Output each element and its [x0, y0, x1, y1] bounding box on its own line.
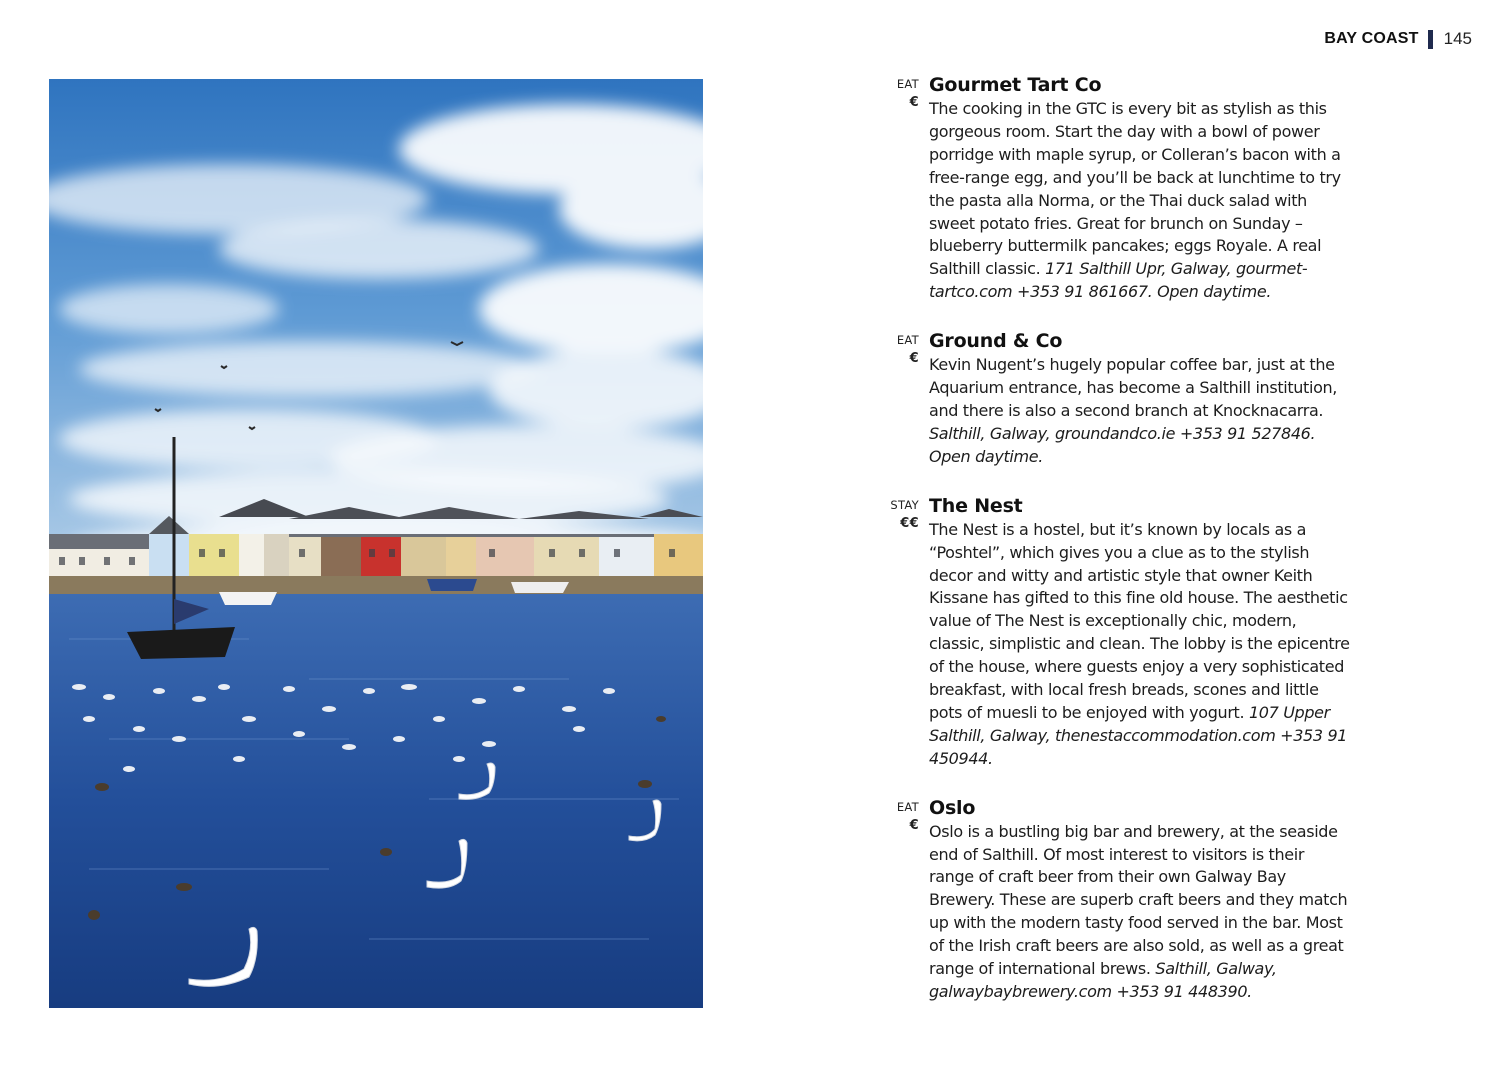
running-head-divider	[1428, 30, 1433, 49]
running-head	[1324, 28, 1472, 50]
listing-description	[929, 821, 1350, 1004]
listing-the-nest	[880, 494, 1350, 771]
listing-gourmet-tart-co	[880, 73, 1350, 304]
listing-title: The Nest	[929, 494, 1023, 517]
listing-title: Gourmet Tart Co	[929, 74, 1102, 96]
listing-type: STAY	[890, 497, 919, 512]
listing-contact-info: 171 Salthill Upr, Galway, gourmettartco.com +353 91 861667. Open daytime.	[929, 259, 1308, 302]
listing-type: EAT	[896, 333, 919, 348]
listing-title: Ground & Co	[929, 330, 1063, 353]
listing-type: EAT	[896, 799, 919, 814]
listing-ground-and-co	[880, 329, 1350, 469]
listing-description	[929, 354, 1350, 469]
listing-description	[929, 519, 1350, 771]
price-band: €	[909, 351, 919, 367]
listing-description	[929, 98, 1350, 304]
listing-type-tag	[880, 333, 919, 366]
section-title: BAY COAST	[1324, 30, 1419, 47]
listing-type-tag	[880, 800, 919, 833]
listing-type-tag	[880, 77, 919, 110]
listing-oslo	[880, 796, 1350, 1004]
price-band: €	[909, 95, 919, 110]
galway-harbour-photo	[49, 79, 703, 1008]
description-text: Kevin Nugent’s hugely popular coffee bar, just at the Aquarium entrance, has become a Salthill institution, and there is also a second branch at Knocknacarra.	[929, 355, 1338, 420]
description-text: The cooking in the GTC is every bit as stylish as this gorgeous room. Start the day with a bowl of power porridge with maple syrup, or Colleran’s bacon with a free-range egg, and you’ll be back at lunchtime to try the pasta alla Norma, or the Thai duck salad with sweet potato fries. Great for brunch on Sunday – blueberry buttermilk pancakes; eggs Royale. A real Salthill classic.	[929, 99, 1341, 279]
description-text: Oslo is a bustling big bar and brewery, at the seaside end of Salthill. Of most interest to visitors is their range of craft beer from their own Galway Bay Brewery. These are superb craft beers and they match up with the modern tasty food served in the bar. Most of the Irish craft beers are also sold, as well as a great range of international brews.	[929, 821, 1348, 979]
page-number: 145	[1443, 29, 1472, 48]
listing-contact-info: Salthill, Galway, galwaybaybrewery.com +353 91 448390.	[929, 959, 1277, 1001]
listing-type-tag	[880, 498, 919, 531]
listing-contact-info: 107 Upper Salthill, Galway, thenestaccommodation.com +353 91 450944.	[929, 702, 1348, 768]
listing-contact-info: Salthill, Galway, groundandco.ie +353 91 527846. Open daytime.	[929, 423, 1316, 466]
price-band: €	[909, 817, 919, 833]
listing-type: EAT	[896, 77, 919, 91]
listings-column	[880, 73, 1350, 1004]
listing-title: Oslo	[929, 796, 976, 819]
price-band: €€	[900, 515, 919, 531]
description-text: The Nest is a hostel, but it’s known by locals as a “Poshtel”, which gives you a clue as to the stylish decor and witty and artistic style that owner Keith Kissane has gifted to this fine old house. The aesthetic value of The Nest is exceptionally chic, modern, classic, simplistic and clean. The lobby is the epicentre of the house, where guests enjoy a very sophisticated breakfast, with local fresh breads, scones and little pots of muesli to be enjoyed with yogurt.	[929, 519, 1350, 722]
